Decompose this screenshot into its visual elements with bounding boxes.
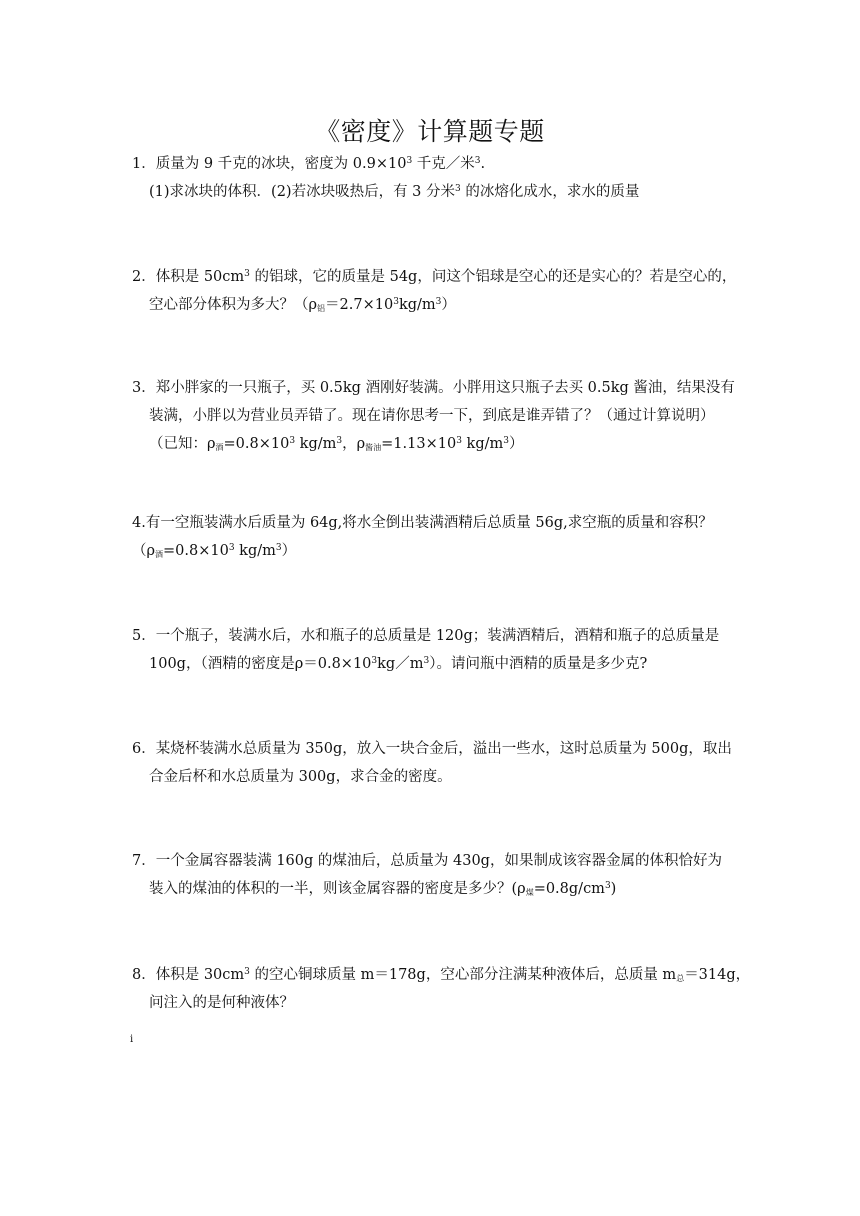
problem-text: 的铝球，它的质量是 54g，问这个铝球是空心的还是实心的？若是空心的，: [249, 269, 737, 285]
problem-line: [132, 989, 732, 1017]
problem-text: =0.8×10: [163, 543, 229, 559]
problem-text: kg／m: [377, 656, 424, 672]
superscript: 3: [371, 656, 378, 666]
problem-3: [132, 374, 735, 458]
problem-text: ）。请问瓶中酒精的质量是多少克?: [429, 656, 648, 672]
superscript: 3: [423, 656, 430, 666]
superscript: 3: [228, 543, 235, 553]
problem-text: 2．体积是 50cm: [132, 269, 245, 285]
problem-text: ）: [441, 297, 456, 313]
page-number: i: [130, 1034, 134, 1045]
problem-6: [132, 735, 732, 791]
problem-text: .: [480, 156, 486, 172]
subscript: 酒: [215, 443, 224, 452]
superscript: 3: [275, 543, 282, 553]
problem-2: [132, 263, 737, 319]
problem-line: [132, 650, 732, 678]
problem-line: [132, 178, 732, 206]
superscript: 3: [336, 436, 343, 446]
subscript: 酱油: [365, 443, 382, 452]
problem-text: 千克／米: [412, 156, 475, 172]
problem-7: [132, 847, 732, 903]
problem-text: 装入的煤油的体积的一半，则该金属容器的密度是多少？(ρ: [149, 881, 526, 897]
problem-text: 6．某烧杯装满水总质量为 350g，放入一块合金后，溢出一些水，这时总质量为 500g，取出: [132, 741, 732, 757]
problem-text: 8．体积是 30cm: [132, 967, 245, 983]
superscript: 3: [456, 436, 462, 446]
problem-8: [132, 961, 751, 1017]
problem-text: ，ρ: [342, 436, 366, 452]
problem-text: 空心部分体积为多大？（ρ: [149, 297, 318, 313]
superscript: 3: [244, 967, 250, 977]
problem-text: （已知：ρ: [149, 436, 216, 452]
problem-text: =0.8g/cm: [533, 881, 605, 897]
problem-text: 5．一个瓶子，装满水后，水和瓶子的总质量是 120g；装满酒精后，酒精和瓶子的总质量是: [132, 628, 720, 644]
superscript: 3: [455, 184, 461, 194]
superscript: 3: [503, 436, 509, 446]
problem-line: [132, 763, 732, 791]
problem-text: 合金后杯和水总质量为 300g，求合金的密度。: [149, 769, 452, 785]
superscript: 3: [393, 297, 399, 307]
problem-line: [132, 847, 732, 875]
problem-line: [132, 509, 732, 537]
problem-line: [132, 875, 732, 903]
problem-5: [132, 622, 732, 678]
problem-text: （ρ: [132, 543, 156, 559]
problem-line: [132, 961, 751, 989]
subscript: 铝: [317, 304, 326, 313]
problem-text: (1)求冰块的体积．(2)若冰块吸热后，有 3 分米: [149, 184, 456, 200]
problem-text: 7．一个金属容器装满 160g 的煤油后，总质量为 430g，如果制成该容器金属的体积恰好为: [132, 853, 722, 869]
problem-line: [132, 430, 732, 458]
problem-text: ＝2.7×10: [325, 297, 394, 313]
subscript: 煤: [525, 888, 534, 897]
superscript: 3: [474, 156, 481, 166]
problem-4: [132, 509, 732, 565]
problem-text: 4.有一空瓶装满水后质量为 64g,将水全倒出装满酒精后总质量 56g,求空瓶的质量和容积？: [132, 515, 713, 531]
subscript: 总: [676, 974, 685, 983]
problem-text: 装满，小胖以为营业员弄错了。现在请你思考一下，到底是谁弄错了？（通过计算说明）: [149, 408, 715, 424]
problem-text: 的冰熔化成水，求水的质量: [460, 184, 640, 200]
problem-line: [132, 291, 732, 319]
problem-text: 的空心铜球质量 m＝178g，空心部分注满某种液体后，总质量 m: [249, 967, 677, 983]
problem-line: [132, 150, 732, 178]
page-title: 《密度》计算题专题: [315, 117, 545, 146]
subscript: 酒: [155, 550, 164, 559]
problem-text: ): [610, 881, 617, 897]
problem-1: [132, 150, 732, 206]
problem-text: 3．郑小胖家的一只瓶子，买 0.5kg 酒刚好装满。小胖用这只瓶子去买 0.5kg 酱油，结果没有: [132, 380, 735, 396]
problem-line: [132, 537, 732, 565]
superscript: 3: [244, 269, 250, 279]
problem-line: [132, 622, 732, 650]
superscript: 3: [435, 297, 442, 307]
superscript: 3: [289, 436, 296, 446]
problem-text: kg/m: [295, 436, 337, 452]
superscript: 3: [604, 881, 611, 891]
problem-text: 1．质量为 9 千克的冰块，密度为 0.9×10: [132, 156, 407, 172]
problem-line: [132, 263, 737, 291]
problem-text: ＝314g，: [684, 967, 751, 983]
problem-text: kg/m: [461, 436, 504, 452]
problem-text: 问注入的是何种液体？: [149, 995, 294, 1011]
superscript: 3: [406, 156, 413, 166]
problem-text: ）: [281, 543, 297, 559]
problem-line: [132, 402, 732, 430]
problem-line: [132, 374, 735, 402]
problem-text: ）: [508, 436, 524, 452]
problem-line: [132, 735, 732, 763]
problem-text: =1.13×10: [381, 436, 457, 452]
problem-text: =0.8×10: [223, 436, 290, 452]
problem-text: kg/m: [398, 297, 436, 313]
problem-text: 100g，（酒精的密度是ρ＝0.8×10: [149, 656, 372, 672]
problem-text: kg/m: [234, 543, 276, 559]
